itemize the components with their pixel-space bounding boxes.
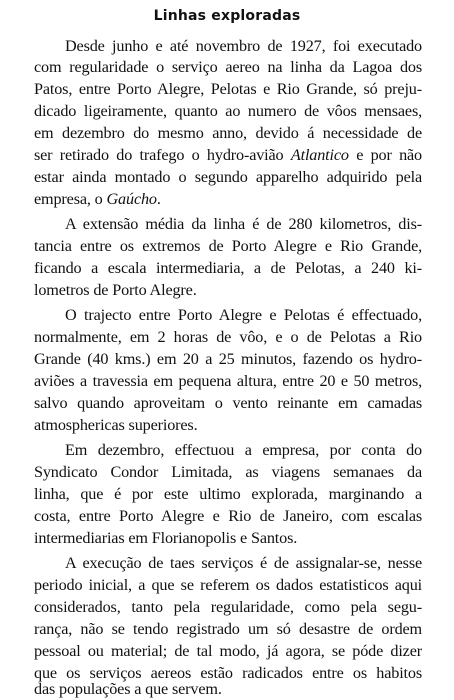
text-line: em dezembro do mesmo anno, devido á necessidade de [34, 124, 422, 142]
text-line: salvo quando aproveitam o vento reinante em camadas [34, 394, 422, 412]
text-line: A extensão média da linha é de 280 kilometros, dis- [65, 215, 422, 233]
aircraft-name-italic: Gaúcho [106, 190, 157, 208]
text-line: estar ainda montado o segundo apparelho adquirido pela [34, 168, 422, 186]
text-line-with-italic [34, 146, 422, 165]
text-line: atmosphericas superiores. [34, 416, 198, 434]
section-heading: Linhas exploradas [153, 8, 301, 24]
text-line: linha, que é por este ultimo explorada, marginando a [34, 485, 422, 503]
text-line: considerados, tanto pela regularidade, como pela segu- [34, 598, 422, 616]
text-line: Syndicato Condor Limitada, as viagens semanaes da [34, 463, 422, 481]
line-text: e por não [348, 146, 422, 164]
line-text: empresa, o [34, 190, 107, 208]
text-line: aviões a travessia em pequena altura, entre 20 e 50 metros, [34, 372, 422, 390]
text-line: Em dezembro, effectuou a empresa, por conta do [65, 441, 422, 459]
text-line: Desde junho e até novembro de 1927, foi executado [65, 37, 422, 55]
text-line: Grande (40 kms.) em 20 a 25 minutos, fazendo os hydro- [34, 350, 422, 368]
text-line: A execução de taes serviços é de assignalar-se, nesse [65, 554, 422, 572]
text-line: normalmente, em 2 horas de vôo, e o de Pelotas a Rio [34, 328, 422, 346]
text-line: dicado ligeiramente, quanto ao numero de vôos mensaes, [34, 102, 422, 120]
text-line: com regularidade o serviço aereo na linha da Lagoa dos [34, 58, 422, 76]
text-line: lometros de Porto Alegre. [34, 281, 197, 299]
text-line: pessoal ou material; de tal modo, já agora, se póde dizer [34, 642, 422, 660]
text-line-with-italic [34, 190, 161, 209]
text-line: rança, não se tendo registrado um só desastre de ordem [34, 620, 422, 638]
line-text: . [156, 190, 161, 208]
text-line: costa, entre Porto Alegre e Rio de Janeiro, com escalas [34, 507, 422, 525]
aircraft-name-italic: Atlantico [290, 146, 349, 164]
text-line: intermediarias em Florianopolis e Santos. [34, 529, 298, 547]
text-line: ficando a escala intermediaria, a de Pelotas, a 240 ki- [34, 259, 422, 277]
text-line: Patos, entre Porto Alegre, Pelotas e Rio Grande, só preju- [34, 80, 422, 98]
text-line: que os serviços aereos estão radicados entre os habitos [34, 664, 422, 682]
text-line: periodo inicial, a que se referem os dados estatisticos aqui [34, 576, 422, 594]
text-line: O trajecto entre Porto Alegre e Pelotas é effectuado, [65, 306, 422, 324]
text-line: tancia entre os extremos de Porto Alegre e Rio Grande, [34, 237, 422, 255]
line-text: ser retirado do trafego o hydro-avião [34, 146, 291, 164]
text-line: das populações a que servem. [34, 680, 222, 698]
